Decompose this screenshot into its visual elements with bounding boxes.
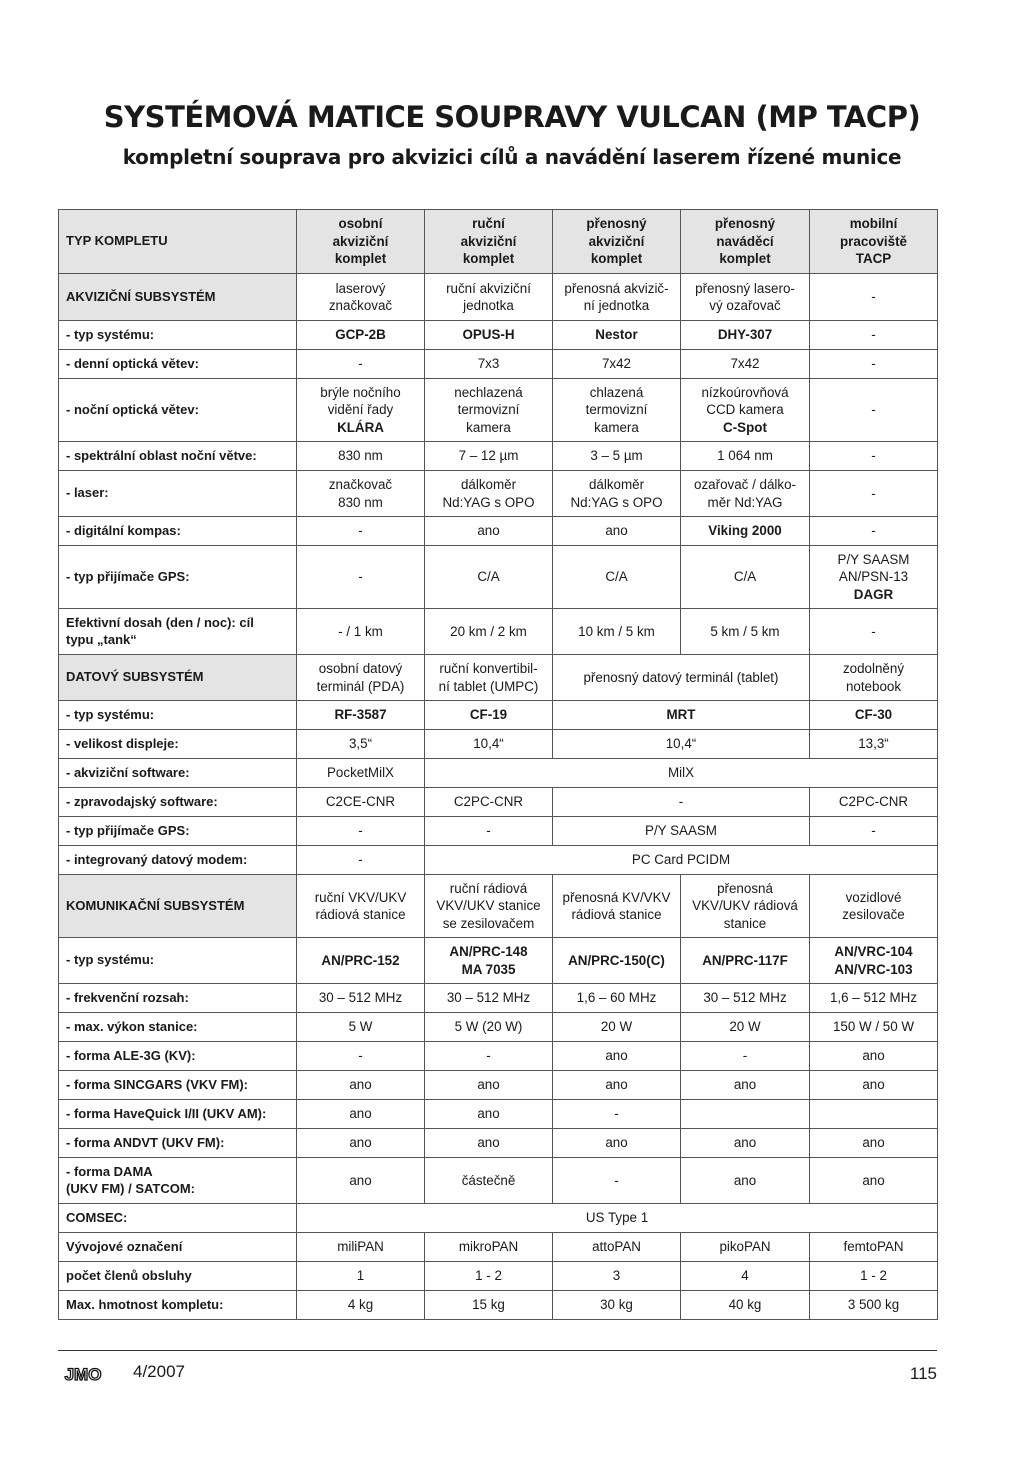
row-label: - max. výkon stanice: bbox=[59, 1013, 297, 1042]
table-cell: ano bbox=[810, 1129, 938, 1158]
table-cell: - bbox=[425, 817, 553, 846]
table-cell: ruční akviziční jednotka bbox=[425, 274, 553, 321]
row-label: - forma SINCGARS (VKV FM): bbox=[59, 1071, 297, 1100]
table-cell: RF-3587 bbox=[297, 701, 425, 730]
table-cell: 3 500 kg bbox=[810, 1291, 938, 1320]
table-cell: C/A bbox=[553, 546, 681, 609]
row-label: - noční optická větev: bbox=[59, 379, 297, 442]
table-cell: 20 W bbox=[681, 1013, 810, 1042]
jmo-logo bbox=[58, 1363, 108, 1385]
table-cell: osobní datový terminál (PDA) bbox=[297, 655, 425, 701]
table-cell: PC Card PCIDM bbox=[425, 846, 938, 875]
table-cell: 4 bbox=[681, 1262, 810, 1291]
row-label: - typ systému: bbox=[59, 938, 297, 984]
footer-divider bbox=[58, 1350, 937, 1351]
table-row bbox=[59, 701, 938, 730]
table-row bbox=[59, 1013, 938, 1042]
table-row bbox=[59, 817, 938, 846]
table-cell: 10,4“ bbox=[425, 730, 553, 759]
page-title: SYSTÉMOVÁ MATICE SOUPRAVY VULCAN (MP TACP) bbox=[103, 100, 921, 134]
table-cell: 15 kg bbox=[425, 1291, 553, 1320]
table-cell: 10 km / 5 km bbox=[553, 609, 681, 655]
header-cell: ruční akviziční komplet bbox=[425, 210, 553, 274]
table-cell: ano bbox=[681, 1129, 810, 1158]
svg-text:JMO: JMO bbox=[64, 1365, 102, 1384]
table-cell: MilX bbox=[425, 759, 938, 788]
table-cell: 40 kg bbox=[681, 1291, 810, 1320]
table-cell: přenosná VKV/UKV rádiová stanice bbox=[681, 875, 810, 938]
table-cell: 1 064 nm bbox=[681, 442, 810, 471]
row-label: - spektrální oblast noční větve: bbox=[59, 442, 297, 471]
table-cell: C2PC-CNR bbox=[810, 788, 938, 817]
header-cell: mobilní pracoviště TACP bbox=[810, 210, 938, 274]
table-cell: ano bbox=[297, 1129, 425, 1158]
table-cell: - bbox=[553, 1158, 681, 1204]
table-cell: dálkoměr Nd:YAG s OPO bbox=[425, 471, 553, 517]
table-cell: ano bbox=[553, 1071, 681, 1100]
row-label: Max. hmotnost kompletu: bbox=[59, 1291, 297, 1320]
table-cell: C/A bbox=[681, 546, 810, 609]
table-cell: P/Y SAASM AN/PSN-13 DAGR bbox=[810, 546, 938, 609]
table-cell bbox=[810, 1100, 938, 1129]
table-cell: - bbox=[297, 350, 425, 379]
table-cell: 20 W bbox=[553, 1013, 681, 1042]
table-cell: ruční VKV/UKV rádiová stanice bbox=[297, 875, 425, 938]
table-cell: - bbox=[810, 471, 938, 517]
table-cell: ano bbox=[425, 517, 553, 546]
section-row bbox=[59, 274, 938, 321]
row-label: - typ přijímače GPS: bbox=[59, 546, 297, 609]
table-cell: - bbox=[810, 350, 938, 379]
table-cell: - bbox=[553, 788, 810, 817]
row-label: - akviziční software: bbox=[59, 759, 297, 788]
table-cell: přenosný datový terminál (tablet) bbox=[553, 655, 810, 701]
section-row bbox=[59, 875, 938, 938]
table-cell: - bbox=[297, 1042, 425, 1071]
table-cell: attoPAN bbox=[553, 1233, 681, 1262]
table-cell: 1 - 2 bbox=[425, 1262, 553, 1291]
table-cell: ano bbox=[297, 1071, 425, 1100]
row-label: - denní optická větev: bbox=[59, 350, 297, 379]
table-cell: částečně bbox=[425, 1158, 553, 1204]
table-row bbox=[59, 759, 938, 788]
table-cell: nízkoúrovňová CCD kamera C-Spot bbox=[681, 379, 810, 442]
table-cell: 5 W bbox=[297, 1013, 425, 1042]
table-cell: 20 km / 2 km bbox=[425, 609, 553, 655]
table-row bbox=[59, 442, 938, 471]
header-cell: přenosný akviziční komplet bbox=[553, 210, 681, 274]
table-cell: - bbox=[425, 1042, 553, 1071]
table-cell: přenosná akvizič- ní jednotka bbox=[553, 274, 681, 321]
table-cell: přenosná KV/VKV rádiová stanice bbox=[553, 875, 681, 938]
table-row bbox=[59, 517, 938, 546]
table-cell: 7x3 bbox=[425, 350, 553, 379]
row-label: - typ systému: bbox=[59, 701, 297, 730]
row-label: - digitální kompas: bbox=[59, 517, 297, 546]
table-cell: AN/PRC-150(C) bbox=[553, 938, 681, 984]
table-cell: laserový značkovač bbox=[297, 274, 425, 321]
table-cell: - bbox=[681, 1042, 810, 1071]
table-cell: C2CE-CNR bbox=[297, 788, 425, 817]
table-cell: miliPAN bbox=[297, 1233, 425, 1262]
row-label: - typ přijímače GPS: bbox=[59, 817, 297, 846]
table-cell: 830 nm bbox=[297, 442, 425, 471]
row-label: - typ systému: bbox=[59, 321, 297, 350]
table-cell: pikoPAN bbox=[681, 1233, 810, 1262]
table-cell: US Type 1 bbox=[297, 1204, 938, 1233]
table-cell bbox=[681, 1100, 810, 1129]
table-row bbox=[59, 938, 938, 984]
table-cell: 5 W (20 W) bbox=[425, 1013, 553, 1042]
table-cell: - bbox=[810, 609, 938, 655]
table-cell: vozidlové zesilovače bbox=[810, 875, 938, 938]
row-label: - integrovaný datový modem: bbox=[59, 846, 297, 875]
table-row bbox=[59, 1129, 938, 1158]
table-row bbox=[59, 1071, 938, 1100]
vulcan-system-matrix-table bbox=[58, 209, 938, 1320]
table-cell: ruční rádiová VKV/UKV stanice se zesilovačem bbox=[425, 875, 553, 938]
table-row bbox=[59, 1100, 938, 1129]
table-cell: AN/VRC-104 AN/VRC-103 bbox=[810, 938, 938, 984]
table-cell: - bbox=[297, 517, 425, 546]
table-cell: - bbox=[810, 274, 938, 321]
table-row bbox=[59, 788, 938, 817]
row-label: - frekvenční rozsah: bbox=[59, 984, 297, 1013]
table-cell: ano bbox=[810, 1042, 938, 1071]
table-cell: - bbox=[810, 321, 938, 350]
row-label: - forma ANDVT (UKV FM): bbox=[59, 1129, 297, 1158]
table-cell: ano bbox=[553, 517, 681, 546]
table-row bbox=[59, 546, 938, 609]
row-label: - forma DAMA (UKV FM) / SATCOM: bbox=[59, 1158, 297, 1204]
table-row bbox=[59, 471, 938, 517]
table-cell: 1,6 – 512 MHz bbox=[810, 984, 938, 1013]
table-row bbox=[59, 379, 938, 442]
table-row bbox=[59, 730, 938, 759]
row-label: - forma HaveQuick I/II (UKV AM): bbox=[59, 1100, 297, 1129]
row-label: DATOVÝ SUBSYSTÉM bbox=[59, 655, 297, 701]
section-row bbox=[59, 655, 938, 701]
table-cell: ano bbox=[297, 1158, 425, 1204]
row-label: AKVIZIČNÍ SUBSYSTÉM bbox=[59, 274, 297, 321]
table-cell: ano bbox=[810, 1071, 938, 1100]
table-row bbox=[59, 1291, 938, 1320]
table-cell: 1,6 – 60 MHz bbox=[553, 984, 681, 1013]
table-cell: GCP-2B bbox=[297, 321, 425, 350]
table-cell: DHY-307 bbox=[681, 321, 810, 350]
table-cell: 3 bbox=[553, 1262, 681, 1291]
row-label: - laser: bbox=[59, 471, 297, 517]
row-label: - forma ALE-3G (KV): bbox=[59, 1042, 297, 1071]
table-cell: ano bbox=[681, 1071, 810, 1100]
table-cell: - bbox=[810, 517, 938, 546]
issue-number: 4/2007 bbox=[133, 1362, 185, 1381]
table-row bbox=[59, 1042, 938, 1071]
table-cell: Viking 2000 bbox=[681, 517, 810, 546]
table-cell: ano bbox=[297, 1100, 425, 1129]
table-row bbox=[59, 321, 938, 350]
table-cell: ruční konvertibil- ní tablet (UMPC) bbox=[425, 655, 553, 701]
table-row bbox=[59, 984, 938, 1013]
table-cell: C2PC-CNR bbox=[425, 788, 553, 817]
table-cell: 4 kg bbox=[297, 1291, 425, 1320]
table-cell: mikroPAN bbox=[425, 1233, 553, 1262]
table-cell: - bbox=[297, 817, 425, 846]
table-cell: ozařovač / dálko- měr Nd:YAG bbox=[681, 471, 810, 517]
table-cell: 7x42 bbox=[681, 350, 810, 379]
table-cell: P/Y SAASM bbox=[553, 817, 810, 846]
table-cell: - bbox=[297, 846, 425, 875]
row-label: počet členů obsluhy bbox=[59, 1262, 297, 1291]
table-row bbox=[59, 1233, 938, 1262]
table-cell: OPUS-H bbox=[425, 321, 553, 350]
table-row bbox=[59, 1158, 938, 1204]
row-label: Vývojové označení bbox=[59, 1233, 297, 1262]
table-cell: femtoPAN bbox=[810, 1233, 938, 1262]
table-row bbox=[59, 609, 938, 655]
table-cell: 3 – 5 µm bbox=[553, 442, 681, 471]
table-cell: C/A bbox=[425, 546, 553, 609]
table-cell: CF-30 bbox=[810, 701, 938, 730]
table-cell: ano bbox=[425, 1071, 553, 1100]
table-cell: zodolněný notebook bbox=[810, 655, 938, 701]
table-cell: - bbox=[810, 817, 938, 846]
table-cell: 30 – 512 MHz bbox=[681, 984, 810, 1013]
header-cell: osobní akviziční komplet bbox=[297, 210, 425, 274]
table-cell: 10,4“ bbox=[553, 730, 810, 759]
row-label: COMSEC: bbox=[59, 1204, 297, 1233]
table-cell: 30 kg bbox=[553, 1291, 681, 1320]
table-cell: - bbox=[297, 546, 425, 609]
table-cell: Nestor bbox=[553, 321, 681, 350]
table-cell: MRT bbox=[553, 701, 810, 730]
table-cell: - bbox=[810, 442, 938, 471]
table-cell: ano bbox=[553, 1042, 681, 1071]
header-cell: přenosný naváděcí komplet bbox=[681, 210, 810, 274]
table-cell: PocketMilX bbox=[297, 759, 425, 788]
table-cell: 7 – 12 µm bbox=[425, 442, 553, 471]
table-row bbox=[59, 1204, 938, 1233]
table-cell: 150 W / 50 W bbox=[810, 1013, 938, 1042]
table-cell: 13,3“ bbox=[810, 730, 938, 759]
table-cell: ano bbox=[553, 1129, 681, 1158]
table-cell: ano bbox=[425, 1100, 553, 1129]
table-cell: brýle nočního vidění řady KLÁRA bbox=[297, 379, 425, 442]
table-row bbox=[59, 1262, 938, 1291]
table-cell: AN/PRC-117F bbox=[681, 938, 810, 984]
page-subtitle: kompletní souprava pro akvizici cílů a navádění laserem řízené munice bbox=[122, 145, 902, 169]
table-cell: 5 km / 5 km bbox=[681, 609, 810, 655]
table-cell: 1 bbox=[297, 1262, 425, 1291]
table-cell: 1 - 2 bbox=[810, 1262, 938, 1291]
table-cell: 7x42 bbox=[553, 350, 681, 379]
table-cell: - / 1 km bbox=[297, 609, 425, 655]
table-cell: - bbox=[810, 379, 938, 442]
table-cell: dálkoměr Nd:YAG s OPO bbox=[553, 471, 681, 517]
table-cell: přenosný lasero- vý ozařovač bbox=[681, 274, 810, 321]
table-cell: AN/PRC-148 MA 7035 bbox=[425, 938, 553, 984]
table-cell: 30 – 512 MHz bbox=[425, 984, 553, 1013]
table-cell: ano bbox=[681, 1158, 810, 1204]
row-label: - zpravodajský software: bbox=[59, 788, 297, 817]
table-cell: ano bbox=[425, 1129, 553, 1158]
row-label: KOMUNIKAČNÍ SUBSYSTÉM bbox=[59, 875, 297, 938]
table-cell: chlazená termovizní kamera bbox=[553, 379, 681, 442]
table-cell: 3,5“ bbox=[297, 730, 425, 759]
table-cell: značkovač 830 nm bbox=[297, 471, 425, 517]
table-cell: - bbox=[553, 1100, 681, 1129]
table-cell: 30 – 512 MHz bbox=[297, 984, 425, 1013]
page-number: 115 bbox=[909, 1364, 937, 1383]
table-row bbox=[59, 350, 938, 379]
table-cell: ano bbox=[810, 1158, 938, 1204]
table-cell: CF-19 bbox=[425, 701, 553, 730]
row-label: - velikost displeje: bbox=[59, 730, 297, 759]
row-label: Efektivní dosah (den / noc): cíl typu „tank“ bbox=[59, 609, 297, 655]
row-label: TYP KOMPLETU bbox=[59, 210, 297, 274]
table-row bbox=[59, 846, 938, 875]
table-header-row bbox=[59, 210, 938, 274]
table-cell: AN/PRC-152 bbox=[297, 938, 425, 984]
table-cell: nechlazená termovizní kamera bbox=[425, 379, 553, 442]
